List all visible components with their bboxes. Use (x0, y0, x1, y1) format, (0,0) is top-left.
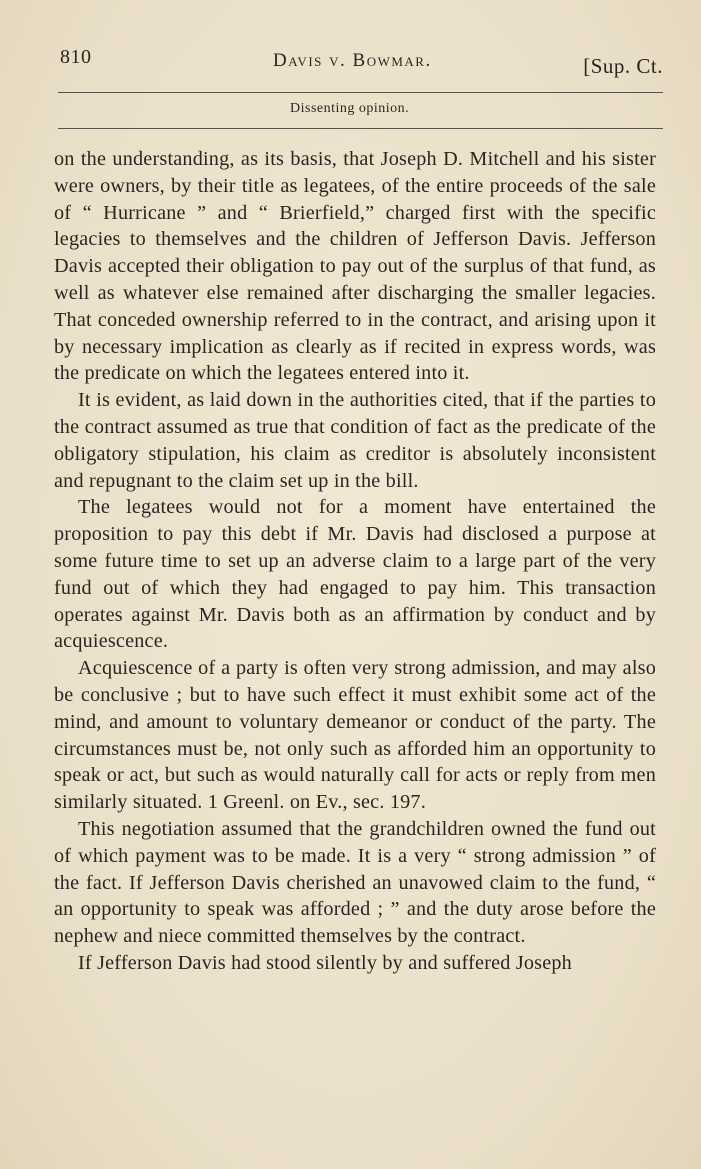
section-subheading: Dissenting opinion. (290, 101, 410, 116)
court-label: [Sup. Ct. (583, 54, 663, 78)
paragraph-6: If Jefferson Davis had stood silently by and suffered Joseph (78, 951, 572, 974)
paragraph-3: The legatees would not for a moment have entertained the proposition to pay this debt if Mr. Davis had disclosed a purpose at some future time to set up an adverse claim to a large part of the very fund out of which they had engaged to pay him. This transaction operates against Mr. Davis both as an affirmation by conduct and by acquiescence. (54, 496, 656, 653)
running-title: Davis v. Bowmar. (273, 50, 432, 71)
paragraph-2: It is evident, as laid down in the authorities cited, that if the parties to the contract assumed as true that condition of fact as the predicate of the obligatory stipulation, his claim as creditor is absolutely inconsistent and repugnant to the claim set up in the bill. (54, 389, 656, 492)
paragraph-4: Acquiescence of a party is often very strong admission, and may also be conclusive ; but to have such effect it must exhibit some act of the mind, and amount to voluntary demeanor or conduct of the party. The circumstances must be, not only such as afforded him an opportunity to speak or act, but such as would naturally call for acts or reply from men similarly situated. 1 Greenl. on Ev., sec. 197. (54, 657, 656, 814)
body-text (54, 146, 656, 977)
header-rule-top (58, 92, 663, 93)
paragraph-1: on the understanding, as its basis, that Joseph D. Mitchell and his sister were owners, by their title as legatees, of the entire proceeds of the sale of “ Hurricane ” and “ Brierfield,” charged first with the specific legacies to themselves and the children of Jefferson Davis. Jefferson Davis accepted their obligation to pay out of the surplus of that fund, as well as whatever else remained after discharging the smaller legacies. That conceded ownership referred to in the contract, and arising upon it by necessary implication as clearly as if recited in express words, was the predicate on which the legatees entered into it. (54, 148, 656, 385)
page-number: 810 (60, 46, 92, 68)
header-rule-bottom (58, 128, 663, 129)
paragraph-5: This negotiation assumed that the grandchildren owned the fund out of which payment was to be made. It is a very “ strong admission ” of the fact. If Jefferson Davis cherished an unavowed claim to the fund, “ an opportunity to speak was afforded ; ” and the duty arose before the nephew and niece committed themselves by the contract. (54, 817, 656, 948)
page-header (58, 42, 663, 82)
